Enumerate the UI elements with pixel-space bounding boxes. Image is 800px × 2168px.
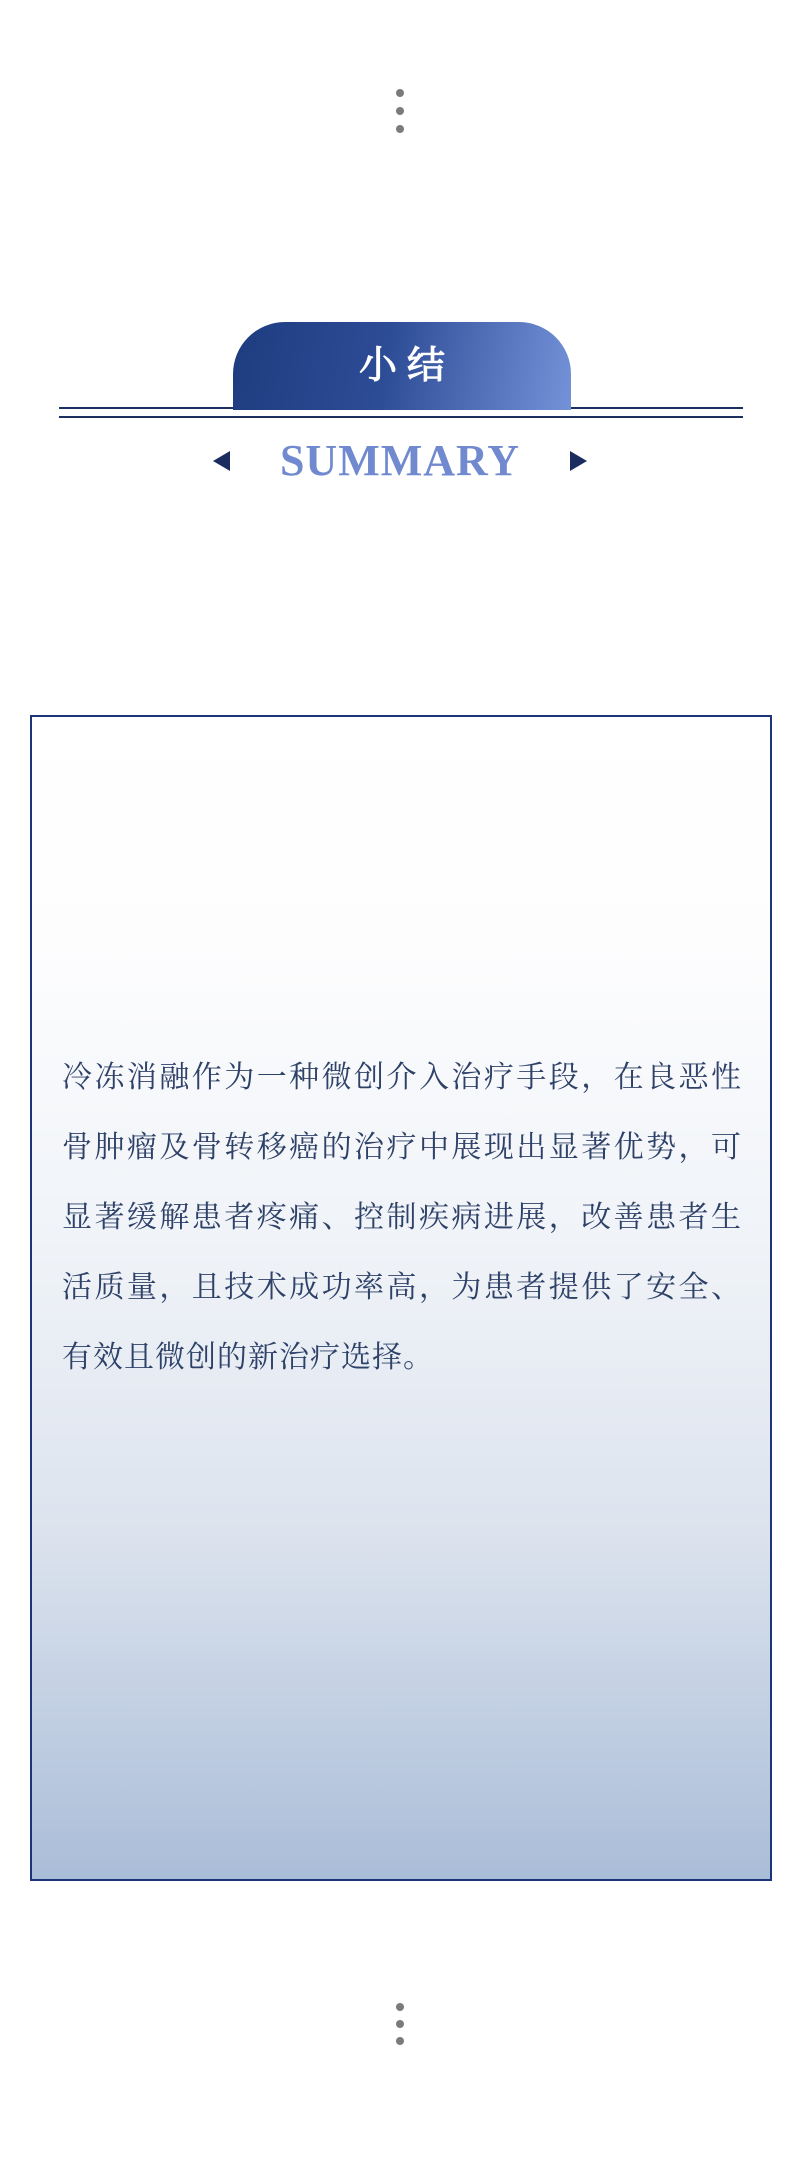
dot-icon — [396, 107, 404, 115]
dot-icon — [396, 89, 404, 97]
summary-badge — [233, 322, 571, 410]
left-arrow-icon — [213, 451, 230, 471]
paragraph-line: 活质量，且技术成功率高，为患者提供了安全、 — [62, 1271, 742, 1304]
paragraph-line: 显著缓解患者疼痛、控制疾病进展，改善患者生 — [62, 1201, 742, 1234]
summary-badge-label: 小结 — [358, 345, 455, 387]
rule-line-bottom — [59, 416, 743, 418]
paragraph-line: 有效且微创的新治疗选择。 — [62, 1341, 434, 1374]
dot-icon — [396, 2037, 404, 2045]
paragraph-line: 冷冻消融作为一种微创介入治疗手段，在良恶性 — [62, 1061, 742, 1094]
summary-subtitle-row — [0, 436, 800, 486]
dot-icon — [396, 2020, 404, 2028]
summary-content-box — [30, 715, 772, 1881]
top-ellipsis-decoration — [0, 89, 800, 133]
bottom-ellipsis-decoration — [0, 2003, 800, 2045]
paragraph-line: 骨肿瘤及骨转移癌的治疗中展现出显著优势，可 — [62, 1131, 742, 1164]
right-arrow-icon — [570, 451, 587, 471]
summary-subtitle: SUMMARY — [279, 436, 521, 485]
dot-icon — [396, 125, 404, 133]
dot-icon — [396, 2003, 404, 2011]
